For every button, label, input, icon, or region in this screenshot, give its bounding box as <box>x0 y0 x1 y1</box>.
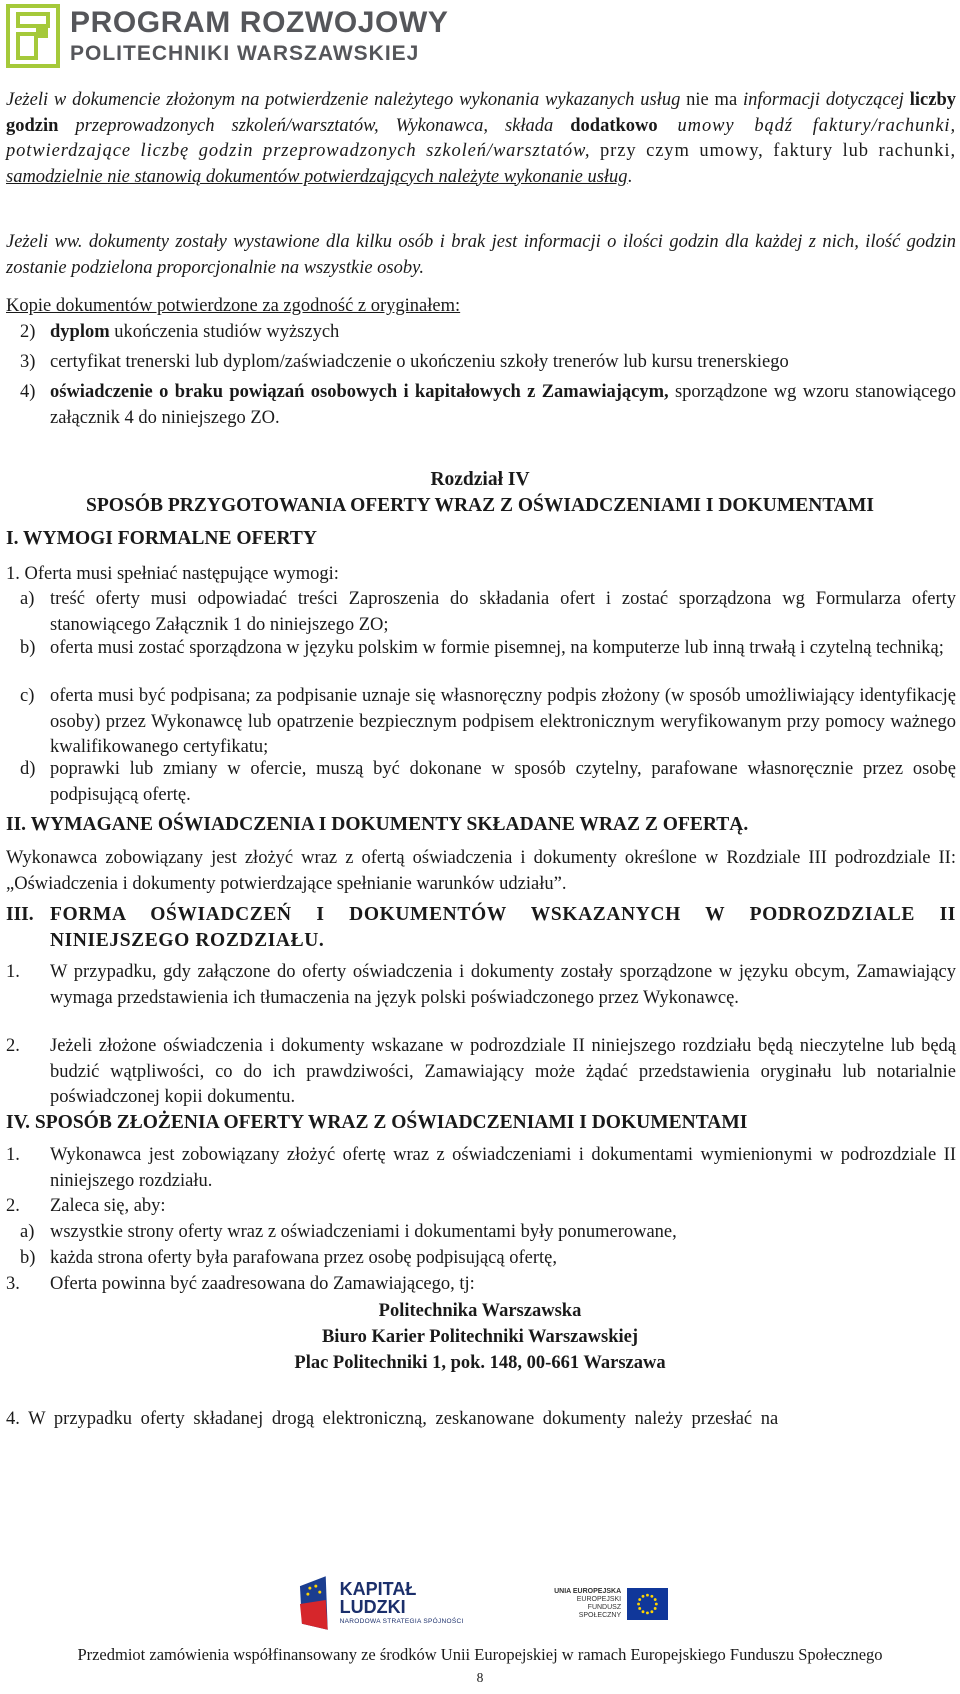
footer-note: Przedmiot zamówienia współfinansowany ze środków Unii Europejskiej w ramach Europejskiego Funduszu Społecznego <box>77 1645 883 1664</box>
intro-paragraph: Jeżeli w dokumencie złożonym na potwierdzenie należytego wykonania wykazanych usług nie ma informacji dotyczącej liczby godzin przeprowadzonych szkoleń/warsztatów, Wykonawca, składa dodatkowo umowy bądź faktury/rachunki, potwierdzające liczbę godzin przeprowadzonych szkoleń/warsztatów, przy czym umowy, faktury lub rachunki, samodzielnie nie stanowią dokumentów potwierdzających należyte wykonanie usług. <box>6 90 957 187</box>
kapital-ludzki-subtitle: NARODOWA STRATEGIA SPÓJNOŚCI <box>339 1618 464 1626</box>
page-number: 8 <box>476 1670 484 1685</box>
section-heading-3: III. FORMA OŚWIADCZEŃ I DOKUMENTÓW WSKAZANYCH W PODROZDZIALE II NINIEJSZEGO ROZDZIAŁU. <box>6 904 956 951</box>
program-logo-icon <box>6 4 60 68</box>
kapital-ludzki-title: KAPITAŁ LUDZKI <box>339 1579 417 1618</box>
list-item: 3) certyfikat trenerski lub dyplom/zaświadczenie o ukończeniu szkoły trenerów lub kursu trenerskiego <box>20 352 789 372</box>
program-logo <box>6 4 449 68</box>
list-item: 3. Oferta powinna być zaadresowana do Zamawiającego, tj: <box>6 1274 475 1294</box>
list-item: 2) dyplom ukończenia studiów wyższych <box>20 322 340 342</box>
list-item: 2. Zaleca się, aby: <box>6 1196 166 1216</box>
list-item: 1. Wykonawca jest zobowiązany złożyć ofertę wraz z oświadczeniami i dokumentami wymienionymi w podrozdziale II niniejszego rozdziału. <box>6 1145 956 1191</box>
section-heading-4: IV. SPOSÓB ZŁOŻENIA OFERTY WRAZ Z OŚWIADCZENIAMI I DOKUMENTAMI <box>6 1112 748 1133</box>
list-item: b) oferta musi zostać sporządzona w języku polskim w formie pisemnej, na komputerze lub inną trwałą i czytelną techniką; <box>20 638 944 658</box>
program-logo-line2: POLITECHNIKI WARSZAWSKIEJ <box>70 42 420 65</box>
section-heading-1: I. WYMOGI FORMALNE OFERTY <box>6 528 317 549</box>
chapter-title: Rozdział IV <box>430 469 530 490</box>
eu-logo: UNIA EUROPEJSKA EUROPEJSKI FUNDUSZ SPOŁECZNY <box>552 1580 668 1628</box>
list-item: c) oferta musi być podpisana; za podpisanie uznaje się własnoręczny podpis złożony (w sposób umożliwiający identyfikację osoby) przez Wykonawcę lub opatrzenie bezpiecznym podpisem elektronicznym weryfikowanym przy pomocy ważnego kwalifikowanego certyfikatu; <box>20 686 956 757</box>
section-heading-2: II. WYMAGANE OŚWIADCZENIA I DOKUMENTY SKŁADANE WRAZ Z OFERTĄ. <box>6 814 749 835</box>
chapter-subtitle: SPOSÓB PRZYGOTOWANIA OFERTY WRAZ Z OŚWIADCZENIAMI I DOKUMENTAMI <box>86 495 874 516</box>
copies-heading: Kopie dokumentów potwierdzone za zgodność z oryginałem: <box>6 296 461 316</box>
list-item: a) treść oferty musi odpowiadać treści Zaproszenia do składania ofert i zostać sporządzona wg Formularza oferty stanowiącego Załącznik 1 do niniejszego ZO; <box>20 589 956 635</box>
section2-text: Wykonawca zobowiązany jest złożyć wraz z ofertą oświadczenia i dokumenty określone w Rozdziale III podrozdziale II: „Oświadczenia i dokumenty potwierdzające spełnianie warunków udziału”. <box>6 848 956 894</box>
address-line: Politechnika Warszawska <box>378 1301 582 1321</box>
list-item: 4) oświadczenie o braku powiązań osobowych i kapitałowych z Zamawiającym, sporządzone wg wzoru stanowiącego załącznik 4 do niniejszego ZO. <box>20 382 956 428</box>
program-logo-line1: PROGRAM ROZWOJOWY <box>70 6 449 39</box>
eu-flag-icon <box>627 1588 668 1620</box>
kapital-ludzki-logo <box>296 1572 486 1634</box>
list-item: b) każda strona oferty była parafowana przez osobę podpisującą ofertę, <box>20 1248 557 1268</box>
list-item: d) poprawki lub zmiany w ofercie, muszą być dokonane w sposób czytelny, parafowane własnoręcznie przez osobę podpisującą ofertę. <box>20 759 956 805</box>
intro-paragraph-2: Jeżeli ww. dokumenty zostały wystawione dla kilku osób i brak jest informacji o ilości godzin dla każdej z nich, ilość godzin zostanie podzielona proporcjonalnie na wszystkie osoby. <box>6 232 956 278</box>
section1-lead: 1. Oferta musi spełniać następujące wymogi: <box>6 564 339 584</box>
footer-logos <box>0 1572 960 1636</box>
list-item: 2. Jeżeli złożone oświadczenia i dokumenty wskazane w podrozdziale II niniejszego rozdziału będą nieczytelne lub będą budzić wątpliwości, co do ich prawdziwości, Zamawiający może żądać przedstawienia oryginału lub notarialnie poświadczonej kopii dokumentu. <box>6 1036 956 1107</box>
address-line: Plac Politechniki 1, pok. 148, 00-661 Warszawa <box>294 1353 666 1373</box>
list-item: a) wszystkie strony oferty wraz z oświadczeniami i dokumentami były ponumerowane, <box>20 1222 677 1242</box>
list-item: 1. W przypadku, gdy załączone do oferty oświadczenia i dokumenty zostały sporządzone w języku obcym, Zamawiający wymaga przedstawienia ich tłumaczenia na język polski poświadczonego przez Wykonawcę. <box>6 962 956 1008</box>
address-line: Biuro Karier Politechniki Warszawskiej <box>321 1327 639 1347</box>
section4-item4: 4. W przypadku oferty składanej drogą elektroniczną, zeskanowane dokumenty należy przesłać na <box>6 1409 779 1429</box>
kapital-ludzki-icon <box>296 1574 332 1632</box>
